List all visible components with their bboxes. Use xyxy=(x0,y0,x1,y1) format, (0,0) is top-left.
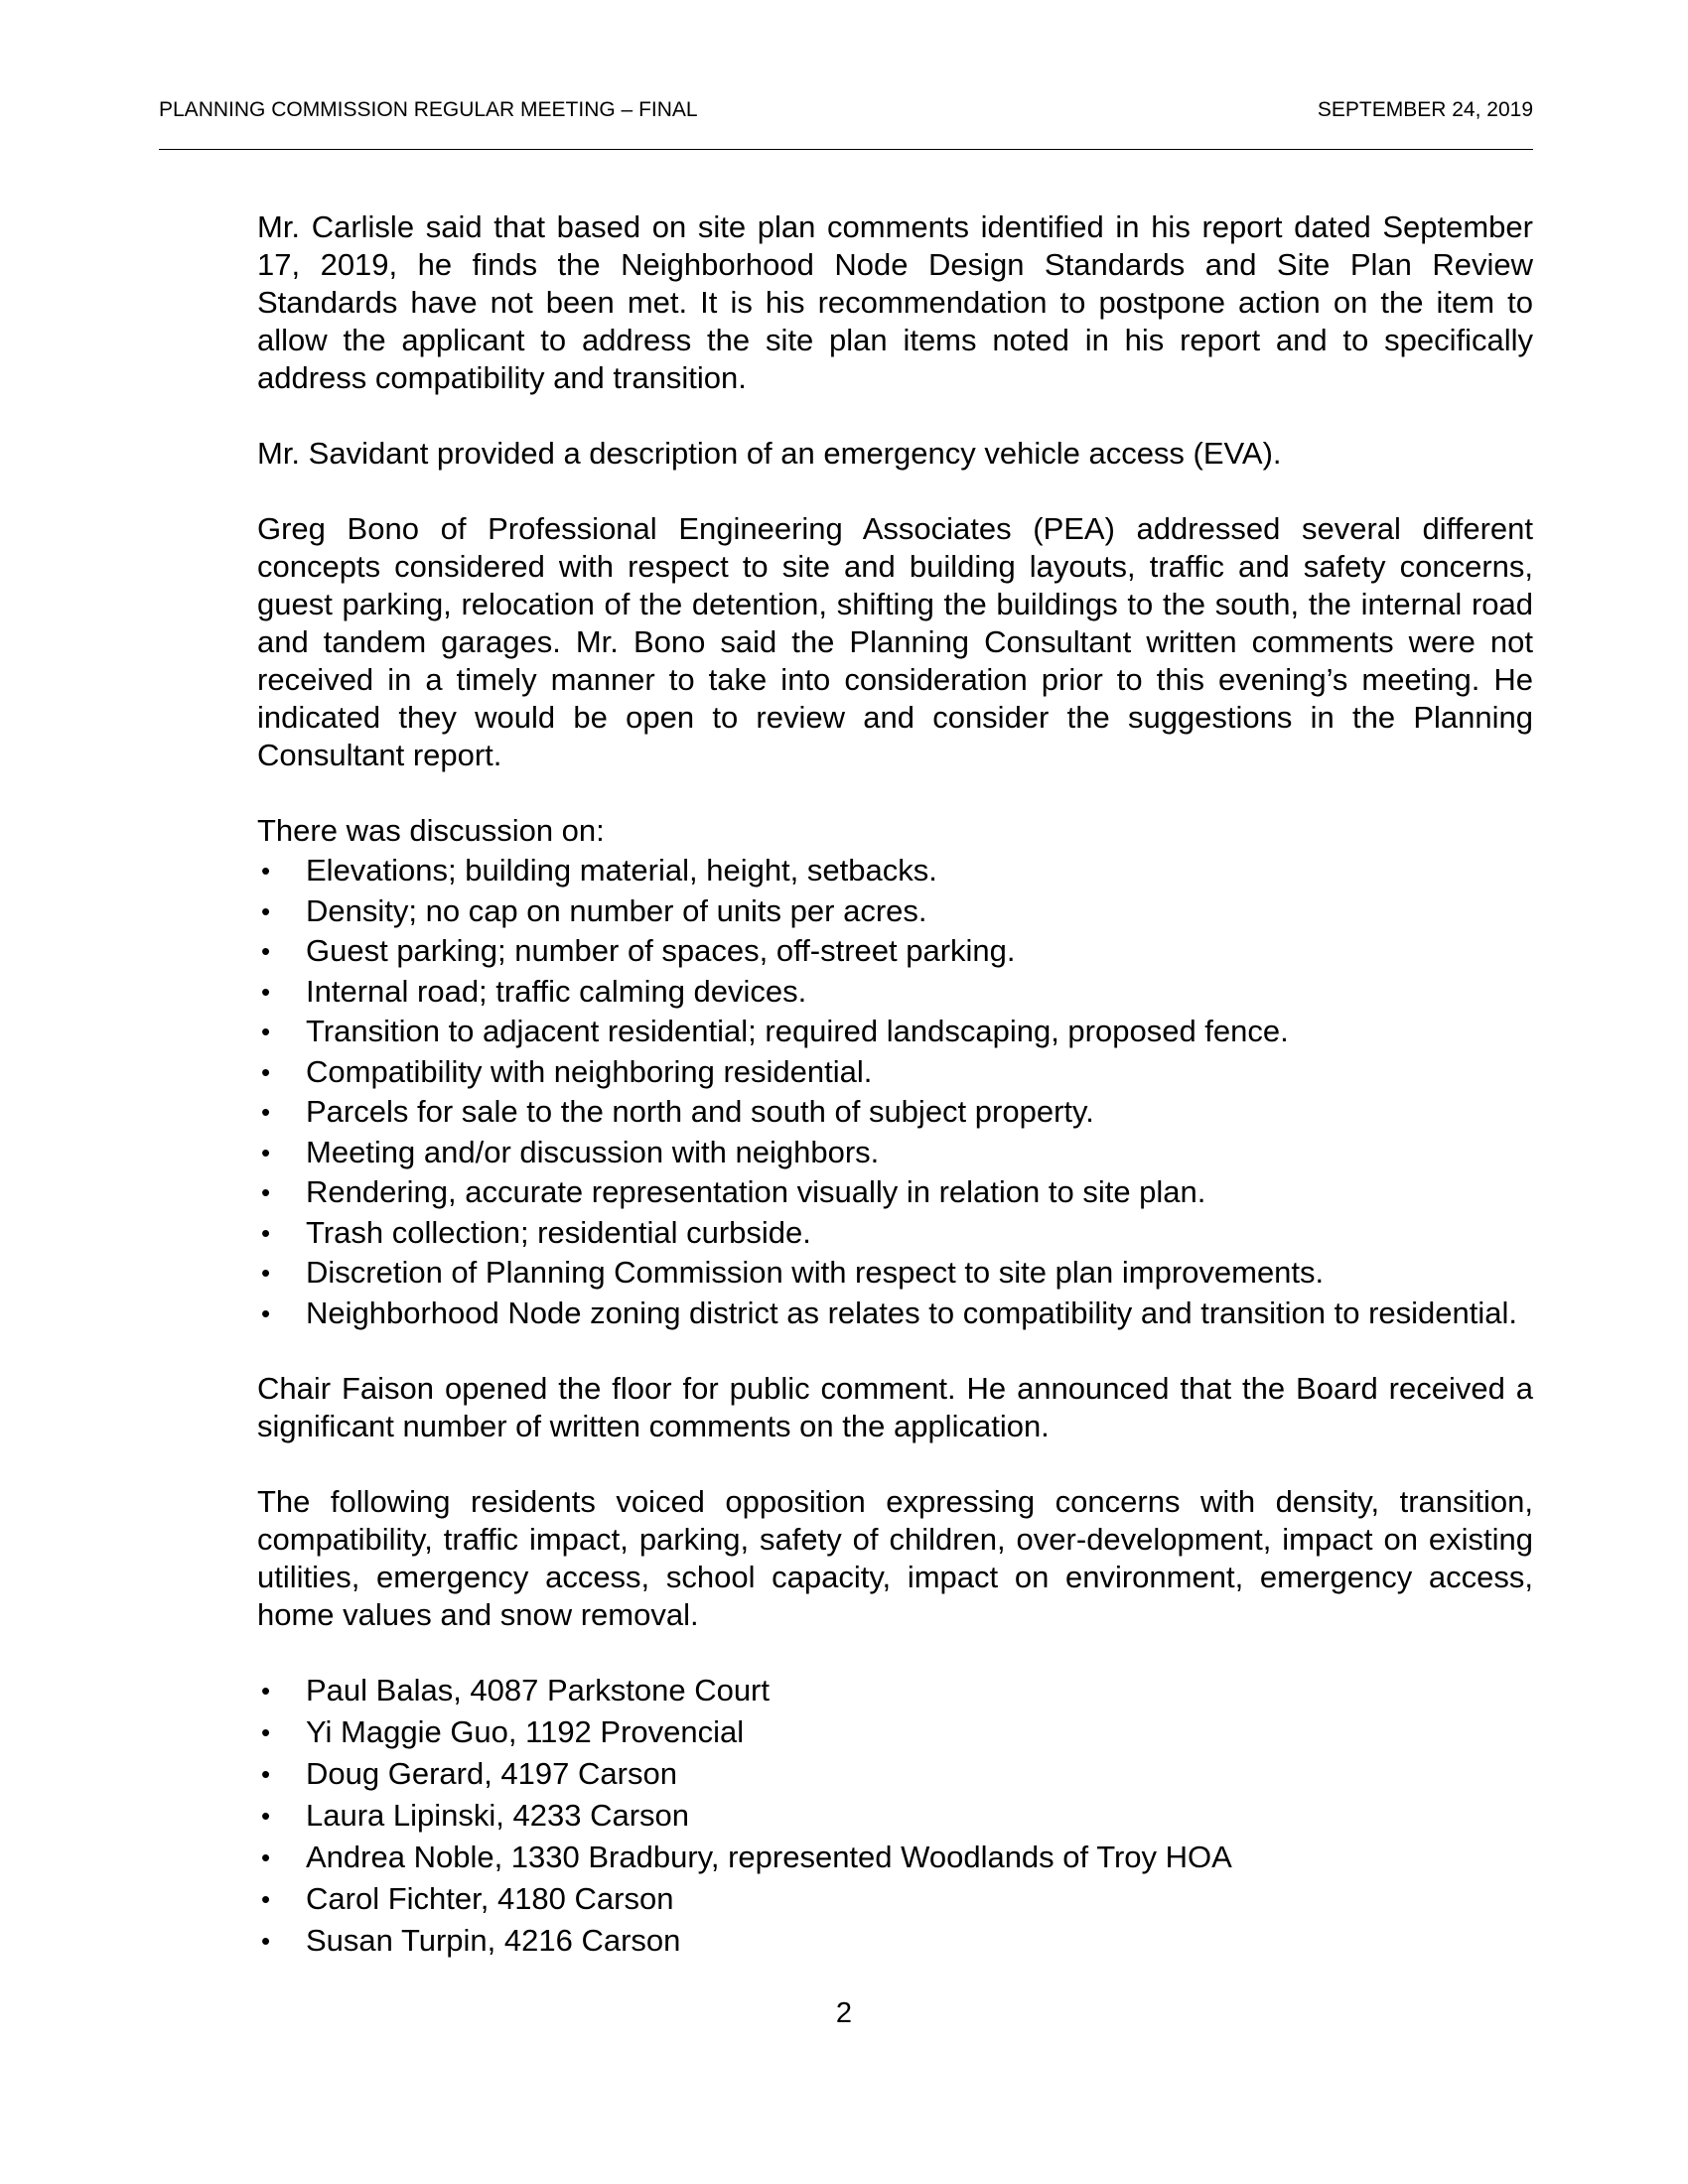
resident-name: Doug Gerard, 4197 Carson xyxy=(306,1755,677,1791)
list-item-text: Transition to adjacent residential; required landscaping, proposed fence. xyxy=(306,1014,1289,1048)
header-divider xyxy=(159,149,1533,150)
list-item-text: Compatibility with neighboring residential. xyxy=(306,1053,873,1089)
paragraph-discussion-intro: There was discussion on: xyxy=(257,813,605,848)
list-item xyxy=(257,1295,1533,1332)
bullet-icon: • xyxy=(261,1842,271,1872)
list-item xyxy=(257,1214,1533,1252)
bullet-icon: • xyxy=(261,1883,271,1914)
list-item xyxy=(257,892,1533,930)
list-item xyxy=(257,932,1533,970)
list-item xyxy=(257,1672,1533,1709)
bullet-icon: • xyxy=(261,856,271,886)
list-item-text: Meeting and/or discussion with neighbors. xyxy=(306,1134,880,1169)
paragraph-savidant-eva: Mr. Savidant provided a description of an emergency vehicle access (EVA). xyxy=(257,436,1282,471)
bullet-icon: • xyxy=(261,895,271,926)
list-item xyxy=(257,1713,1533,1751)
list-item-text: Discretion of Planning Commission with respect to site plan improvements. xyxy=(306,1255,1325,1290)
list-item xyxy=(257,1922,1533,1960)
resident-name: Paul Balas, 4087 Parkstone Court xyxy=(306,1672,770,1707)
list-item-text: Trash collection; residential curbside. xyxy=(306,1214,811,1250)
bullet-icon: • xyxy=(261,1297,271,1328)
list-item xyxy=(257,1013,1533,1050)
bullet-icon: • xyxy=(261,1097,271,1127)
resident-name: Laura Lipinski, 4233 Carson xyxy=(306,1797,690,1833)
bullet-icon: • xyxy=(261,1800,271,1831)
resident-name: Carol Fichter, 4180 Carson xyxy=(306,1880,674,1916)
page-number: 2 xyxy=(835,1997,853,2029)
bullet-icon: • xyxy=(261,1258,271,1288)
list-item-text: Parcels for sale to the north and south of subject property. xyxy=(306,1094,1094,1129)
bullet-icon: • xyxy=(261,1758,271,1789)
list-item xyxy=(257,1053,1533,1091)
list-item xyxy=(257,852,1533,889)
bullet-icon: • xyxy=(261,1017,271,1046)
resident-name: Yi Maggie Guo, 1192 Provencial xyxy=(306,1713,745,1749)
paragraph-bono-pea: Greg Bono of Professional Engineering Associates (PEA) addressed several different concepts considered with respect to site and building layouts, traffic and safety concerns, guest parking, relocation of the detention, shifting the buildings to the south, the internal road and tandem garages. Mr. Bono said the Planning Consultant written comments were not received in a timely manner to take into consideration prior to this evening’s meeting. He indicated they would be open to review and consider the suggestions in the Planning Consultant report. xyxy=(257,511,1533,772)
resident-name: Susan Turpin, 4216 Carson xyxy=(306,1922,681,1958)
bullet-icon: • xyxy=(261,1137,271,1167)
bullet-icon: • xyxy=(261,1675,271,1706)
bullet-icon: • xyxy=(261,1925,271,1956)
bullet-icon: • xyxy=(261,1716,271,1747)
list-item-text: Elevations; building material, height, setbacks. xyxy=(306,853,937,887)
bullet-icon: • xyxy=(261,976,271,1007)
resident-name: Andrea Noble, 1330 Bradbury, represented Woodlands of Troy HOA xyxy=(306,1839,1232,1874)
list-item xyxy=(257,1755,1533,1793)
list-item xyxy=(257,1134,1533,1171)
list-item xyxy=(257,1254,1533,1292)
bullet-icon: • xyxy=(261,936,271,966)
paragraph-public-comment: Chair Faison opened the floor for public comment. He announced that the Board received a significant number of written comments on the application. xyxy=(257,1370,1533,1443)
list-item-text: Guest parking; number of spaces, off-street parking. xyxy=(306,933,1016,968)
list-item xyxy=(257,1880,1533,1918)
list-item xyxy=(257,1173,1533,1211)
list-item-text: Internal road; traffic calming devices. xyxy=(306,973,807,1009)
list-item xyxy=(257,1797,1533,1835)
bullet-icon: • xyxy=(261,1217,271,1248)
list-item xyxy=(257,1839,1533,1876)
residents-list xyxy=(257,1672,1533,1960)
header-title: PLANNING COMMISSION REGULAR MEETING – FINAL xyxy=(159,98,698,121)
list-item-text: Density; no cap on number of units per acres. xyxy=(306,892,927,928)
bullet-icon: • xyxy=(261,1056,271,1087)
list-item-text: Neighborhood Node zoning district as relates to compatibility and transition to residential. xyxy=(306,1295,1518,1330)
discussion-list xyxy=(257,852,1533,1332)
minutes-body xyxy=(257,208,1533,1964)
paragraph-opposition: The following residents voiced opposition expressing concerns with density, transition, compatibility, traffic impact, parking, safety of children, over-development, impact on existing utilities, emergency access, school capacity, impact on environment, emergency access, home values and snow removal. xyxy=(257,1483,1533,1632)
header-date: SEPTEMBER 24, 2019 xyxy=(1317,98,1533,121)
list-item-text: Rendering, accurate representation visually in relation to site plan. xyxy=(306,1174,1206,1209)
list-item xyxy=(257,973,1533,1011)
paragraph-carlisle-report: Mr. Carlisle said that based on site plan comments identified in his report dated September 17, 2019, he finds the Neighborhood Node Design Standards and Site Plan Review Standards have not been met. It is his recommendation to postpone action on the item to allow the applicant to address the site plan items noted in his report and to specifically address compatibility and transition. xyxy=(257,209,1533,395)
bullet-icon: • xyxy=(261,1177,271,1207)
list-item xyxy=(257,1093,1533,1131)
